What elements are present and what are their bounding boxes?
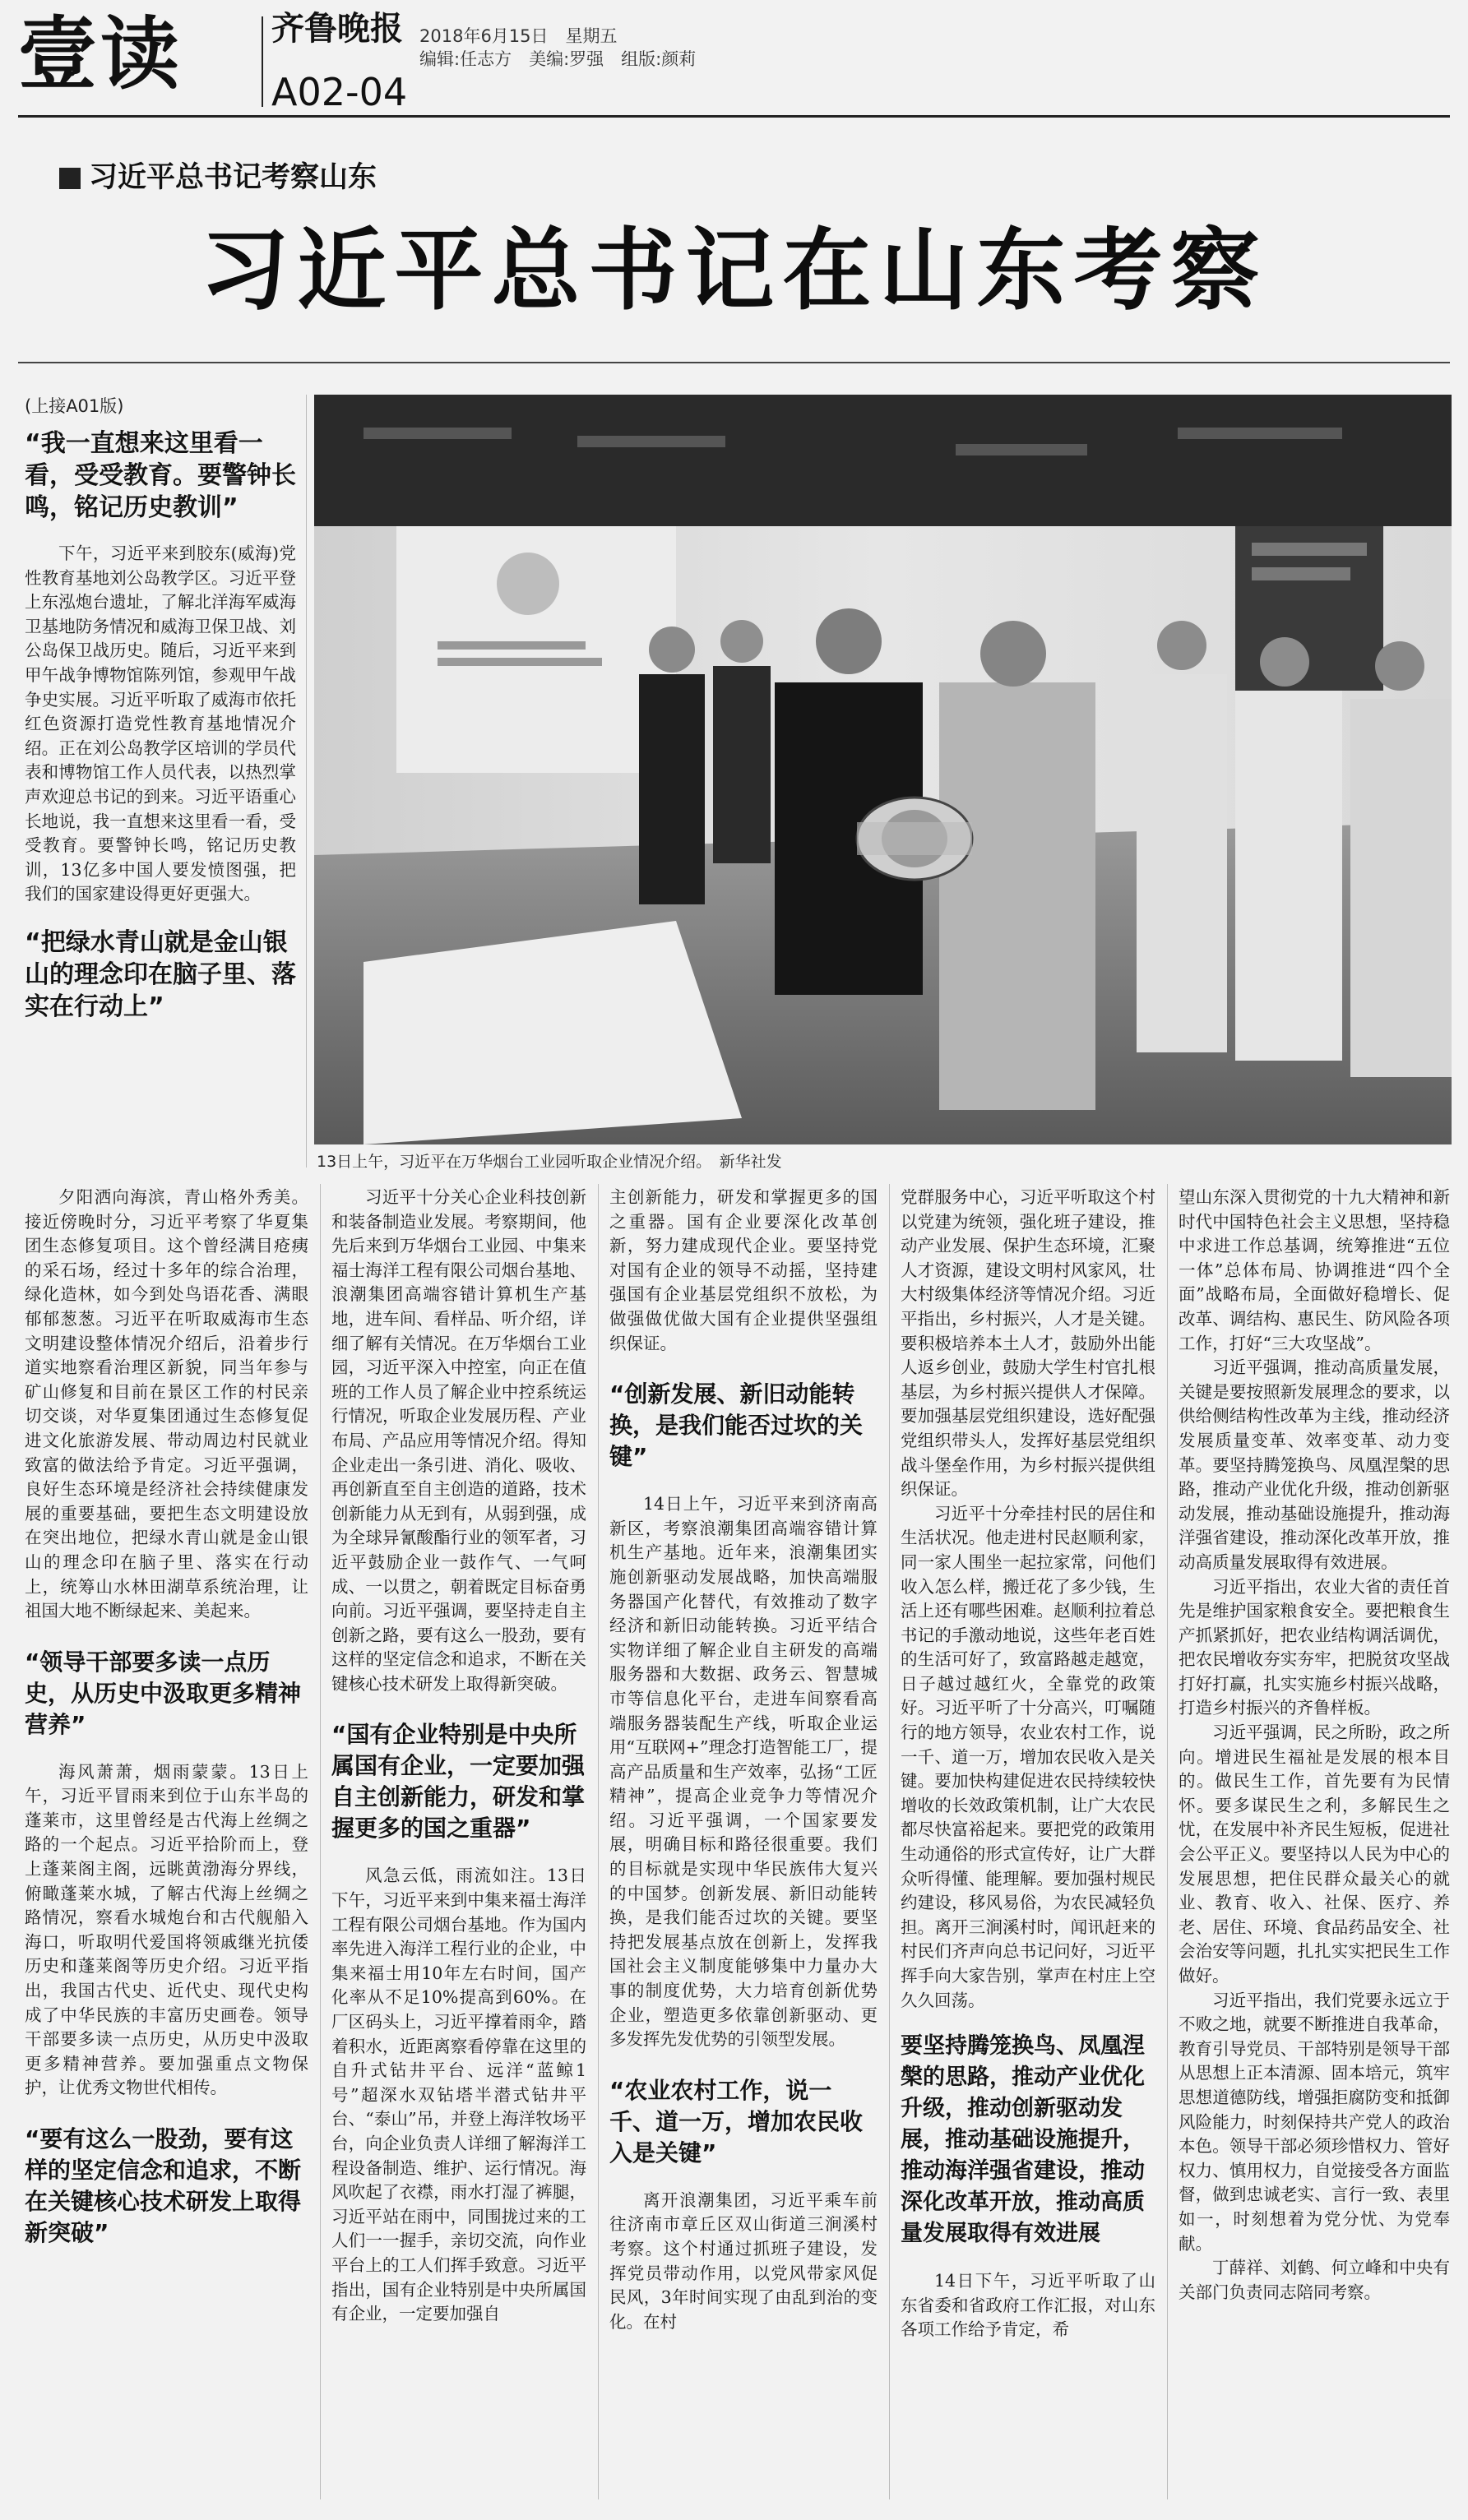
continued-from: (上接A01版) [25,396,124,416]
article-column-2 [331,1186,586,2501]
paragraph: 党群服务中心，习近平听取这个村以党建为统领，强化班子建设，推动产业发展、保护生态环境，汇聚人才资源，建设文明村风家风，壮大村级集体经济等情况介绍。习近平指出，乡村振兴，人才是关键。要积极培养本土人才，鼓励外出能人返乡创业，鼓励大学生村官扎根基层，为乡村振兴提供人才保障。要加强基层党组织建设，选好配强党组织带头人，发挥好基层党组织战斗堡垒作用，为乡村振兴提供组织保证。 [901,1187,1155,1500]
paragraph: 望山东深入贯彻党的十九大精神和新时代中国特色社会主义思想，坚持稳中求进工作总基调，统筹推进“五位一体”总体布局、协调推进“四个全面”战略布局，全面做好稳增长、促改革、调结构、惠民生、防风险各项工作，打好“三大攻坚战”。 [1179,1187,1450,1353]
subhead: 要坚持腾笼换鸟、凤凰涅槃的思路，推动产业优化升级，推动创新驱动发展，推动基础设施提升，推动海洋强省建设，推动深化改革开放，推动高质量发展取得有效进展 [901,2033,1145,2247]
paragraph: 丁薛祥、刘鹤、何立峰和中央有关部门负责同志陪同考察。 [1179,2258,1450,2302]
masthead-title: 壹读 [18,8,183,100]
paragraph: 主创新能力，研发和掌握更多的国之重器。国有企业要深化改革创新，努力建成现代企业。要坚持党对国有企业的领导不动摇，坚持建强国有企业基层党组织不放松，为做强做优做大国有企业提供坚强组织保证。 [609,1187,878,1353]
lead-paragraph [25,542,296,907]
column-rule [889,1184,890,2499]
square-bullet-icon [59,168,81,189]
newspaper-brand: 齐鲁晚报 [271,9,403,48]
section-label [59,155,377,196]
paragraph: 习近平强调，民之所盼，政之所向。增进民生福祉是发展的根本目的。做民生工作，首先要有为民情怀。要多谋民生之利，多解民生之忧，在发展中补齐民生短板，促进社会公平正义。要坚持以人民为中心的发展思想，把住民群众最关心的就业、教育、收入、社保、医疗、养老、居住、环境、食品药品安全、社会治安等问题，扎扎实实把民生工作做好。 [1179,1722,1450,1986]
column-rule [1167,1184,1168,2499]
column-rule [320,1184,321,2499]
lead-paragraph-text: 下午，习近平来到胶东(威海)党性教育基地刘公岛教学区。习近平登上东泓炮台遗址，了解北洋海军威海卫基地防务情况和威海卫保卫战、刘公岛保卫战历史。随后，习近平来到甲午战争博物馆陈列馆，参观甲午战争史实展。习近平听取了威海市依托红色资源打造党性教育基地情况介绍。正在刘公岛教学区培训的学员代表和博物馆工作人员代表，以热烈掌声欢迎总书记的到来。习近平语重心长地说，我一直想来这里看一看，受受教育。要警钟长鸣，铭记历史教训，13亿多中国人要发愤图强，把我们的国家建设得更好更强大。 [25,543,296,904]
paragraph: 14日上午，习近平来到济南高新区，考察浪潮集团高端容错计算机生产基地。近年来，浪潮集团实施创新驱动发展战略，加快高端服务器国产化替代，有效推动了数字经济和新旧动能转换。习近平结合实物详细了解企业自主研发的高端服务器和大数据、政务云、智慧城市等信息化平台，走进车间察看高端服务器装配生产线，听取企业运用“互联网+”理念打造智能工厂，提高产品质量和生产效率，弘扬“工匠精神”，提高企业竞争力等情况介绍。习近平强调，一个国家要发展，明确目标和路径很重要。我们的目标就是实现中华民族伟大复兴的中国梦。创新发展、新旧动能转换，是我们能否过坎的关键。要坚持把发展基点放在创新上，发挥我国社会主义制度能够集中力量办大事的制度优势，大力培育创新优势企业，塑造更多依靠创新驱动、更多发挥先发优势的引领型发展。 [609,1494,878,2050]
article-column-3 [609,1186,878,2501]
paragraph: 习近平十分关心企业科技创新和装备制造业发展。考察期间，他先后来到万华烟台工业园、中集来福士海洋工程有限公司烟台基地、浪潮集团高端容错计算机生产基地，进车间、看样品、听介绍，详细了解有关情况。在万华烟台工业园，习近平深入中控室，向正在值班的工作人员了解企业中控系统运行情况，听取企业发展历程、产业布局、产品应用等情况介绍。得知企业走出一条引进、消化、吸收、再创新直至自主创造的道路，技术创新能力从无到有，从弱到强，成为全球异氰酸酯行业的领军者，习近平鼓励企业一鼓作气、一气呵成、一以贯之，朝着既定目标奋勇向前。习近平强调，要坚持走自主创新之路，要有这么一股劲，要有这样的坚定信念和追求，不断在关键核心技术研发上取得新突破。 [331,1187,586,1694]
article-column-5 [1179,1186,1450,2501]
paragraph: 习近平指出，农业大省的责任首先是维护国家粮食安全。要把粮食生产抓紧抓好，把农业结构调活调优，把农民增收夯实夯牢，把脱贫攻坚战打好打赢，扎实实施乡村振兴战略，打造乡村振兴的齐鲁样板。 [1179,1576,1450,1718]
subhead: “农业农村工作，说一千、道一万，增加农民收入是关键” [609,2076,864,2166]
news-photo [314,395,1452,1144]
paragraph: 习近平指出，我们党要永远立于不败之地，就要不断推进自我革命，教育引导党员、干部特别是领导干部从思想上正本清源、固本培元，筑牢思想道德防线，增强拒腐防变和抵御风险能力，时刻保持共产党人的政治本色。领导干部必须珍惜权力、管好权力、慎用权力，自觉接受各方面监督，做到忠诚老实、言行一致、表里如一，时刻想着为党分忧、为党奉献。 [1179,1990,1450,2254]
page-number: A02-04 [271,70,408,114]
headline-rule [18,362,1450,363]
lead-subhead-2: “把绿水青山就是金山银山的理念印在脑子里、落实在行动上” [25,927,296,1021]
masthead-divider [262,16,263,107]
subhead: “国有企业特别是中央所属国有企业，一定要加强自主创新能力，研发和掌握更多的国之重器” [331,1721,586,1843]
paragraph: 习近平十分牵挂村民的居住和生活状况。他走进村民赵顺利家，同一家人围坐一起拉家常，问他们收入怎么样，搬迁花了多少钱，生活上还有哪些困难。赵顺利拉着总书记的手激动地说，这些年老百姓的生活可好了，致富路越走越宽，日子越过越红火，全靠党的政策好。习近平听了十分高兴，叮嘱随行的地方领导，农业农村工作，说一千、道一万，增加农民收入是关键。要加快构建促进农民持续较快增收的长效政策机制，让广大农民都尽快富裕起来。要把党的政策用生动通俗的形式宣传好，让广大群众听得懂、能理解。要加强村规民约建设，移风易俗，为农民减轻负担。离开三涧溪村时，闻讯赶来的村民们齐声向总书记问好，习近平挥手向大家告别，掌声在村庄上空久久回荡。 [901,1503,1155,2010]
editors-line: 编辑:任志方 美编:罗强 组版:颜莉 [419,49,697,69]
lead-column [25,428,296,1168]
paragraph: 离开浪潮集团，习近平乘车前往济南市章丘区双山街道三涧溪村考察。这个村通过抓班子建设，发挥党员带动作用，以党风带家风促民风，3年时间实现了由乱到治的变化。在村 [609,2189,878,2332]
section-label-text: 习近平总书记考察山东 [89,161,377,194]
subhead: “创新发展、新旧动能转换，是我们能否过坎的关键” [609,1380,864,1471]
article-column-1 [25,1186,308,2501]
column-rule [306,395,307,1168]
lead-subhead-1: “我一直想来这里看一看，受受教育。要警钟长鸣，铭记历史教训” [25,429,296,522]
masthead-rule [18,115,1450,118]
paragraph: 风急云低，雨流如注。13日下午，习近平来到中集来福士海洋工程有限公司烟台基地。作为国内率先进入海洋工程行业的企业，中集来福士用10年左右时间，国产化率从不足10%提高到60%。在厂区码头上，习近平撑着雨伞，踏着积水，近距离察看停靠在这里的自升式钻井平台、远洋“蓝鲸1号”超深水双钻塔半潜式钻井平台、“泰山”吊，并登上海洋牧场平台，向企业负责人详细了解海洋工程设备制造、维护、运行情况。海风吹起了衣襟，雨水打湿了裤腿，习近平站在雨中，同围拢过来的工人们一一握手，亲切交流，向作业平台上的工人们挥手致意。习近平指出，国有企业特别是中央所属国有企业，一定要加强自 [331,1866,586,2324]
paragraph: 14日下午，习近平听取了山东省委和省政府工作汇报，对山东各项工作给予肯定，希 [901,2271,1155,2340]
paragraph: 夕阳洒向海滨，青山格外秀美。接近傍晚时分，习近平考察了华夏集团生态修复项目。这个曾经满目疮痍的采石场，经过十多年的综合治理，绿化造林，如今到处鸟语花香、满眼郁郁葱葱。习近平在听取威海市生态文明建设整体情况介绍后，沿着步行道实地察看治理区新貌，同当年参与矿山修复和目前在景区工作的村民亲切交谈，对华夏集团通过生态修复促进文化旅游发展、带动周边村民就业致富的做法给予肯定。习近平强调，良好生态环境是经济社会持续健康发展的重要基础，要把生态文明建设放在突出地位，把绿水青山就是金山银山的理念印在脑子里、落实在行动上，统筹山水林田湖草系统治理，让祖国大地不断绿起来、美起来。 [25,1187,308,1621]
column-rule [598,1184,599,2499]
paragraph: 习近平强调，推动高质量发展，关键是要按照新发展理念的要求，以供给侧结构性改革为主线，推动经济发展质量变革、效率变革、动力变革。要坚持腾笼换鸟、凤凰涅槃的思路，推动产业优化升级，推动创新驱动发展，推动基础设施提升，推动海洋强省建设，推动深化改革开放，推动高质量发展取得有效进展。 [1179,1357,1450,1572]
article-column-4 [901,1186,1155,2501]
subhead: “要有这么一股劲，要有这样的坚定信念和追求，不断在关键核心技术研发上取得新突破” [25,2125,302,2246]
headline: 习近平总书记在山东考察 [200,220,1268,322]
date-line: 2018年6月15日 星期五 [419,26,618,46]
subhead: “领导干部要多读一点历史，从历史中汲取更多精神营养” [25,1648,302,1738]
photo-caption: 13日上午，习近平在万华烟台工业园听取企业情况介绍。 新华社发 [317,1153,782,1171]
paragraph: 海风萧萧，烟雨蒙蒙。13日上午，习近平冒雨来到位于山东半岛的蓬莱市，这里曾经是古代海上丝绸之路的一个起点。习近平拾阶而上，登上蓬莱阁主阁，远眺黄渤海分界线，俯瞰蓬莱水城，了解古代海上丝绸之路情况，察看水城炮台和古代舰船入海口，听取明代爱国将领戚继光抗倭历史和蓬莱阁等历史介绍。习近平指出，我国古代史、近代史、现代史构成了中华民族的丰富历史画卷。领导干部要多读一点历史，从历史中汲取更多精神营养。要加强重点文物保护，让优秀文物世代相传。 [25,1761,308,2098]
